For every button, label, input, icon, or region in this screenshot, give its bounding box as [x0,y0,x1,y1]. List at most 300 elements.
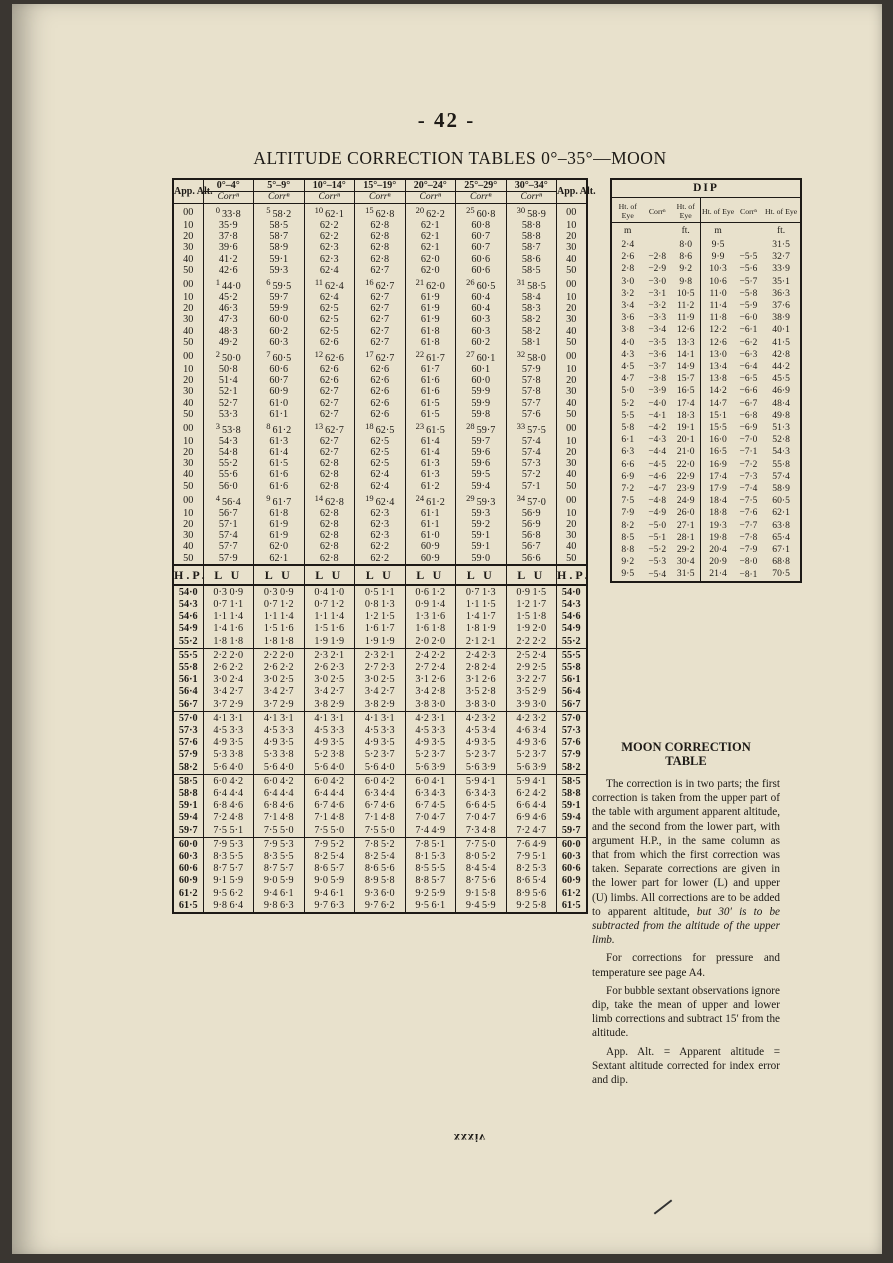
explanation-paragraph-3: For bubble sextant observations ignore dip, take the mean of upper and lower limb corrections and subtract 15′ from the altitude. [592,984,780,1040]
degree-label: 7 [266,348,271,359]
corr-value: 60·2 [269,325,289,337]
corr-value: 60·8 [476,209,496,220]
app-alt-minutes [173,553,203,565]
limb-correction: 4·1 3·1 [304,711,355,725]
correction-value [254,314,305,325]
table-row [173,585,587,599]
corr-value: 60·9 [420,541,440,553]
eye-height-metres: 10·6 [709,275,727,287]
correction-value [506,364,557,375]
corr-value: 54·3 [218,435,238,447]
correction-value [304,220,355,231]
corr-value: 58·7 [521,242,541,254]
hp-value-right: 57·6 [557,737,587,749]
corr-value: 57·4 [521,447,541,459]
correction-value [355,386,406,397]
limb-correction: 1·6 1·8 [405,623,456,635]
minutes-value: 00 [183,422,194,434]
correction-value [304,492,355,508]
eye-height-metres: 8·5 [621,531,635,543]
app-alt-minutes-right: 10 [557,364,587,375]
limb-correction: 6·0 4·1 [405,774,456,788]
app-alt-minutes [173,398,203,409]
page-number: - 42 - [417,108,476,132]
dip-title: DIP [611,179,801,198]
correction-value [405,398,456,409]
correction-value [355,364,406,375]
corr-value: 58·2 [272,209,292,220]
corr-value: 62·7 [370,264,390,276]
app-alt-minutes-right: 50 [557,265,587,276]
limb-correction: 2·6 2·2 [254,662,305,674]
correction-value [355,265,406,276]
table-row [173,788,587,800]
correction-value [405,530,456,541]
eye-height-metres: 2·8 [621,263,635,275]
corr-value: 60·4 [471,292,491,304]
limb-correction: 5·6 3·9 [506,762,557,775]
dip-correction: −7·6 [739,508,758,519]
corr-value: 61·8 [420,336,440,348]
corr-value: 49·2 [218,336,238,348]
app-alt-minutes-right: 20 [557,231,587,242]
limb-correction: 9·4 6·1 [254,888,305,900]
corr-value: 61·2 [272,424,292,436]
hp-value-right: 59·4 [557,812,587,824]
corr-value: 62·7 [319,397,339,409]
app-alt-minutes-right: 20 [557,303,587,314]
limb-correction: 7·7 5·0 [456,837,507,851]
correction-value [304,254,355,265]
corr-value: 62·5 [370,435,390,447]
limb-correction: 0·5 1·1 [355,585,406,599]
ht-of-eye-header: Ht. of Eye [671,198,701,223]
app-alt-minutes [173,386,203,397]
hp-header-left: H.P. [173,565,203,585]
table-row [173,447,587,458]
corr-value: 62·0 [420,264,440,276]
correction-value [203,375,254,386]
dip-row [611,349,801,361]
limb-correction: 6·8 4·6 [254,800,305,812]
corr-value: 57·7 [521,397,541,409]
correction-value [254,530,305,541]
correction-value [456,326,507,337]
corr-subheader: Corrⁿ [405,192,456,204]
limb-correction: 8·4 5·4 [456,863,507,875]
corr-value: 58·0 [527,352,546,364]
eye-height-metres: 11·0 [709,287,727,299]
limb-correction: 3·8 3·0 [405,699,456,712]
limb-correction: 2·6 2·2 [203,662,254,674]
minutes-value: 30 [183,386,194,398]
dip-row [611,324,801,336]
limb-correction: 1·9 1·9 [304,636,355,649]
limb-correction: 3·4 2·7 [254,686,305,698]
hp-value: 58·2 [173,762,203,775]
table-row [173,674,587,686]
correction-value [405,292,456,303]
table-row [173,348,587,364]
correction-value [456,303,507,314]
minutes-value: 40 [183,397,194,409]
limb-correction: 2·4 2·3 [456,648,507,662]
correction-value [456,364,507,375]
correction-value [304,276,355,292]
limb-correction: 6·7 4·6 [304,800,355,812]
hp-value: 58·5 [173,774,203,788]
degree-label: 21 [415,276,425,287]
correction-value [304,231,355,242]
degree-label: 1 [215,276,221,287]
corr-value: 60·7 [471,231,491,243]
app-alt-minutes [173,337,203,348]
correction-value [254,553,305,565]
table-row [173,686,587,698]
limb-correction: 4·1 3·1 [355,711,406,725]
app-alt-minutes [173,242,203,253]
table-row [173,774,587,788]
limb-correction: 2·2 2·0 [203,648,254,662]
correction-value [506,348,557,364]
dip-correction: −3·1 [648,288,667,299]
correction-value [203,519,254,530]
corr-value: 56·0 [218,480,238,492]
column-header: 30°–34° [506,179,557,192]
limb-correction: 4·2 3·1 [405,711,456,725]
limb-correction: 8·2 5·4 [304,851,355,863]
correction-value [456,348,507,364]
limb-correction: 7·0 4·7 [456,812,507,824]
corr-subheader: Corrⁿ [254,192,305,204]
eye-height-metres: 7·9 [621,507,635,519]
limb-correction: 2·2 2·0 [254,648,305,662]
limb-correction: 8·3 5·5 [254,851,305,863]
corr-value: 35·9 [218,220,238,232]
limb-correction: 5·6 3·9 [456,762,507,775]
table-row [173,231,587,242]
limb-correction: 6·6 4·5 [456,800,507,812]
correction-value [405,314,456,325]
corr-value: 59·3 [471,507,491,519]
eye-height-feet: 68·8 [772,556,790,568]
correction-value [506,458,557,469]
limb-correction: 3·0 2·5 [254,674,305,686]
degree-label: 27 [466,348,475,359]
limb-correction: 9·2 5·8 [506,900,557,913]
limb-correction: 6·6 4·4 [506,800,557,812]
dip-correction: −6·0 [739,313,758,324]
column-header: 25°–29° [456,179,507,192]
app-alt-minutes-right: 40 [557,254,587,265]
app-alt-minutes [173,292,203,303]
correction-value [254,541,305,552]
corr-value: 37·8 [218,231,238,243]
correction-value [355,447,406,458]
corr-value: 61·0 [269,397,289,409]
limb-correction: 5·6 3·9 [405,762,456,775]
corr-value: 62·0 [269,541,289,553]
correction-value [405,541,456,552]
hp-value-right: 60·6 [557,863,587,875]
limb-correction: 8·7 5·6 [456,875,507,887]
correction-value [203,337,254,348]
correction-value [456,481,507,492]
correction-value [304,409,355,420]
limb-correction: 6·4 4·4 [254,788,305,800]
correction-value [405,265,456,276]
limb-correction: 6·0 4·2 [304,774,355,788]
degree-label: 14 [314,492,324,503]
correction-value [405,231,456,242]
correction-value [254,458,305,469]
correction-value [405,326,456,337]
limb-correction: 5·2 3·7 [456,749,507,761]
limb-correction: 4·9 3·6 [506,737,557,749]
minutes-value: 50 [183,264,194,276]
hp-value: 55·2 [173,636,203,649]
corr-value: 61·3 [420,469,440,481]
corr-value: 59·6 [471,458,491,470]
correction-value [506,553,557,565]
minutes-value: 10 [183,220,194,232]
limb-correction: 6·4 4·4 [203,788,254,800]
limb-correction: 5·3 3·8 [254,749,305,761]
limb-correction: 0·9 1·4 [405,599,456,611]
corr-value: 62·3 [370,530,390,542]
correction-value [355,303,406,314]
corr-value: 61·9 [420,314,440,326]
limb-correction: 3·4 2·8 [405,686,456,698]
hp-value-right: 61·2 [557,888,587,900]
eye-height-metres: 10·3 [709,263,727,275]
correction-value [254,364,305,375]
column-header: 0°–4° [203,179,254,192]
limb-correction: 8·8 5·7 [405,875,456,887]
correction-value [254,398,305,409]
limb-correction: 8·9 5·8 [355,875,406,887]
correction-value [405,303,456,314]
table-row [173,711,587,725]
correction-value [355,530,406,541]
correction-value [355,314,406,325]
eye-height-metres: 8·2 [621,519,635,531]
ht-of-eye-header: Ht. of Eye [762,198,801,223]
hp-value: 57·3 [173,725,203,737]
corr-value: 59·3 [269,264,289,276]
table-row [173,326,587,337]
dip-correction: −5·4 [648,569,667,580]
corr-value: 62·5 [319,325,339,337]
dip-row [611,446,801,458]
app-alt-minutes-right: 30 [557,458,587,469]
degree-label: 22 [415,348,425,359]
eye-height-metres: 3·8 [621,324,635,336]
limb-correction: 9·5 6·1 [405,900,456,913]
degree-label: 9 [266,492,271,503]
correction-value [355,519,406,530]
minutes-value: 00 [183,278,194,290]
limb-correction: 3·5 2·9 [506,686,557,698]
dip-correction: −3·4 [648,325,667,336]
limb-correction: 3·8 2·9 [304,699,355,712]
limb-correction: 9·0 5·9 [304,875,355,887]
eye-height-metres: 7·2 [621,483,635,495]
corr-value: 57·7 [218,541,238,553]
app-alt-minutes [173,492,203,508]
app-alt-minutes-right: 30 [557,242,587,253]
limb-header: L U [304,565,355,585]
correction-value [355,398,406,409]
corr-value: 61·5 [426,424,445,436]
corr-value: 62·6 [325,352,344,364]
corr-value: 59·2 [471,519,491,531]
page-title: ALTITUDE CORRECTION TABLES 0°–35°—MOON [253,148,667,168]
limb-correction: 9·4 6·1 [304,888,355,900]
limb-correction: 7·9 5·1 [506,851,557,863]
limb-correction: 8·3 5·5 [203,851,254,863]
degree-label: 33 [516,420,526,431]
corr-value: 58·2 [521,314,541,326]
eye-height-metres: 21·4 [709,568,727,580]
limb-correction: 8·9 5·6 [506,888,557,900]
eye-height-metres: 16·9 [709,458,727,470]
minutes-value: 30 [183,458,194,470]
corr-value: 58·1 [521,336,541,348]
minutes-value: 30 [183,530,194,542]
correction-value [456,492,507,508]
limb-correction: 5·6 4·0 [254,762,305,775]
correction-value [506,375,557,386]
app-alt-minutes-right: 20 [557,375,587,386]
minutes-value: 40 [183,325,194,337]
dip-correction: −6·1 [739,325,758,336]
corr-value: 53·3 [218,408,238,420]
eye-height-feet: 26·0 [671,507,701,519]
limb-header: L U [456,565,507,585]
dip-row [611,556,801,568]
corr-value: 62·7 [370,336,390,348]
corr-value: 60·6 [269,364,289,376]
table-row [173,762,587,775]
eye-height-feet: 42·8 [772,348,790,360]
eye-height-feet: 22·0 [671,459,701,471]
dip-correction: −4·5 [648,459,667,470]
limb-correction: 7·8 5·2 [355,837,406,851]
correction-value [506,398,557,409]
table-row [173,837,587,851]
eye-height-feet: 21·0 [671,446,701,458]
dip-correction: −4·3 [648,435,667,446]
dip-correction: −3·9 [648,386,667,397]
app-alt-header-right: App. Alt. [557,179,587,204]
hp-value: 60·6 [173,863,203,875]
corr-value: 62·0 [426,280,445,292]
dip-row [611,385,801,397]
app-alt-minutes-right: 00 [557,348,587,364]
table-row [173,204,587,221]
limb-correction: 1·5 1·6 [304,623,355,635]
limb-correction: 5·6 4·0 [203,762,254,775]
correction-value [355,492,406,508]
eye-height-metres: 4·7 [621,373,635,385]
app-alt-minutes-right: 50 [557,409,587,420]
hp-value: 59·4 [173,812,203,824]
corr-value: 62·8 [319,541,339,553]
eye-height-metres: 4·3 [621,348,635,360]
corr-value: 58·6 [521,253,541,265]
correction-value [405,553,456,565]
corr-value: 62·8 [370,231,390,243]
limb-correction: 4·9 3·5 [254,737,305,749]
corr-value: 39·6 [218,242,238,254]
corr-value: 62·1 [420,231,440,243]
app-alt-minutes-right: 10 [557,292,587,303]
corr-value: 57·2 [521,469,541,481]
limb-correction: 5·9 4·1 [506,774,557,788]
eye-height-metres: 2·6 [621,251,635,263]
eye-height-feet: 27·1 [671,520,701,532]
limb-correction: 6·3 4·3 [405,788,456,800]
correction-value [304,326,355,337]
dip-correction: −6·7 [739,398,758,409]
limb-correction: 6·4 4·4 [304,788,355,800]
eye-height-feet: 10·5 [671,288,701,300]
corr-value: 62·3 [319,253,339,265]
table-row [173,292,587,303]
corr-value: 55·6 [218,469,238,481]
dip-row [611,361,801,373]
dip-row [611,483,801,495]
corr-value: 59·5 [272,280,292,292]
correction-value [506,242,557,253]
corr-value: 59·0 [471,552,491,564]
app-alt-minutes-right: 10 [557,436,587,447]
corr-value: 52·1 [218,386,238,398]
limb-correction: 3·4 2·7 [355,686,406,698]
corr-value: 59·8 [471,408,491,420]
degree-label: 6 [266,276,271,287]
correction-value [456,420,507,436]
corr-value: 48·3 [218,325,238,337]
dip-correction: −6·9 [739,423,758,434]
minutes-value: 10 [183,435,194,447]
correction-value [254,447,305,458]
hp-value-right: 58·2 [557,762,587,775]
limb-correction: 2·9 2·5 [506,662,557,674]
corr-value: 58·8 [521,231,541,243]
correction-value [506,447,557,458]
limb-correction: 3·7 2·9 [203,699,254,712]
correction-value [456,276,507,292]
corr-value: 62·8 [319,552,339,564]
corr-value: 60·0 [269,314,289,326]
dip-correction: −4·7 [648,484,667,495]
correction-value [506,519,557,530]
limb-correction: 7·5 5·0 [304,825,355,838]
correction-value [405,469,456,480]
limb-correction: 9·1 5·8 [456,888,507,900]
corr-value: 61·2 [426,496,445,508]
corr-value: 55·2 [218,458,238,470]
dip-correction: −7·8 [739,532,758,543]
eye-height-metres: 14·7 [709,397,727,409]
limb-correction: 1·2 1·5 [355,611,406,623]
eye-height-metres: 5·2 [621,397,635,409]
corr-subheader: Corrⁿ [203,192,254,204]
dip-correction: −6·8 [739,410,758,421]
limb-correction: 6·7 4·6 [355,800,406,812]
